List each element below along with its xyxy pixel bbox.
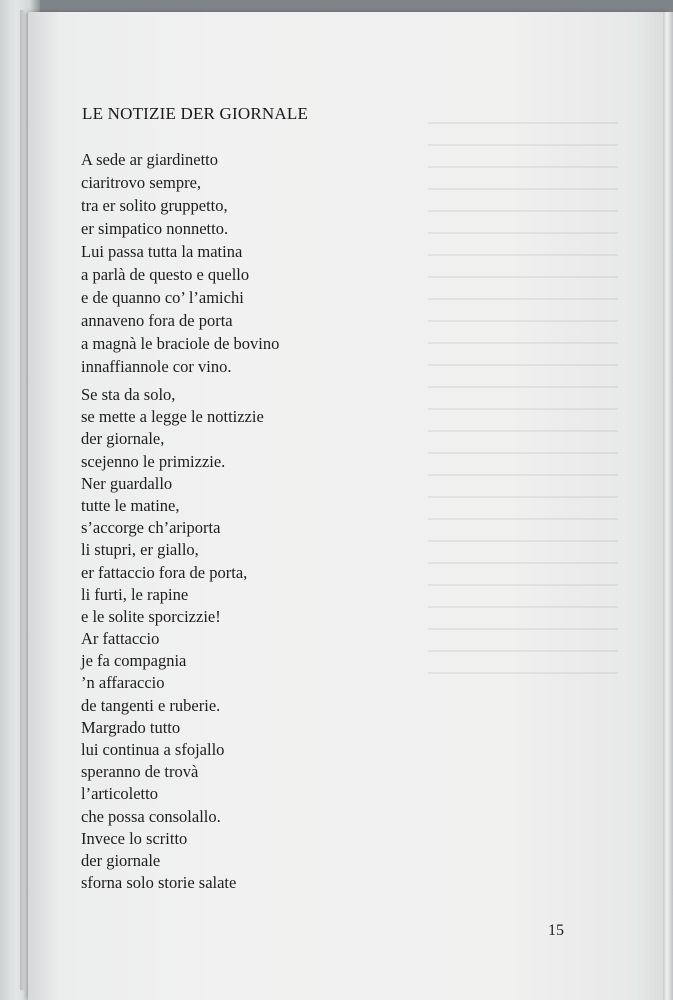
stanza-1 [81,148,279,378]
show-through-text [428,122,618,682]
poem-line: Margrado tutto [81,717,181,737]
poem-line: se mette a legge le nottizzie [81,407,264,427]
poem-line: Ner guardallo [81,473,173,493]
poem-line: Lui passa tutta la matina [81,242,243,261]
page-stack-edge [663,12,673,1000]
poem-line: lui continua a sfojallo [81,740,225,759]
poem-line: de tangenti e ruberie. [81,695,221,715]
poem-line: ciaritrovo sempre, [81,173,202,192]
poem-line: A sede ar giardinetto [81,150,218,169]
poem-line: je fa compagnia [81,651,187,671]
poem-line: tutte le matine, [81,495,180,515]
poem-line: er simpatico nonnetto. [81,219,229,238]
stanza-2 [81,384,264,894]
poem-line: tra er solito gruppetto, [81,196,228,215]
poem-line: ’n affaraccio [81,673,165,693]
poem-line: a parlà de questo e quello [81,265,250,284]
page-number: 15 [548,922,564,939]
poem-line: Se sta da solo, [81,385,176,404]
poem-line: der giornale [81,850,161,870]
poem-line: innaffiannole cor vino. [81,357,232,376]
poem-line: speranno de trovà [81,762,199,782]
poem-line: che possa consolallo. [81,806,221,826]
poem-line: li stupri, er giallo, [81,540,199,560]
poem-line: scejenno le primizzie. [81,451,226,471]
poem-line: e le solite sporcizzie! [81,606,221,626]
poem-line: der giornale, [81,429,165,449]
poem-line: annaveno fora de porta [81,311,233,330]
poem-line: Invece lo scritto [81,828,188,848]
poem-title: LE NOTIZIE DER GIORNALE [82,104,309,123]
poem-line: er fattaccio fora de porta, [81,562,248,582]
poem-line: s’accorge ch’ariporta [81,518,221,538]
facing-page-edge [20,10,26,990]
poem-line: e de quanno co’ l’amichi [81,288,244,307]
poem-line: li furti, le rapine [81,584,189,604]
poem-line: l’articoletto [81,784,158,804]
poem-line: Ar fattaccio [81,629,160,649]
poem-line: sforna solo storie salate [81,873,237,893]
poem-line: a magnà le braciole de bovino [81,334,280,353]
